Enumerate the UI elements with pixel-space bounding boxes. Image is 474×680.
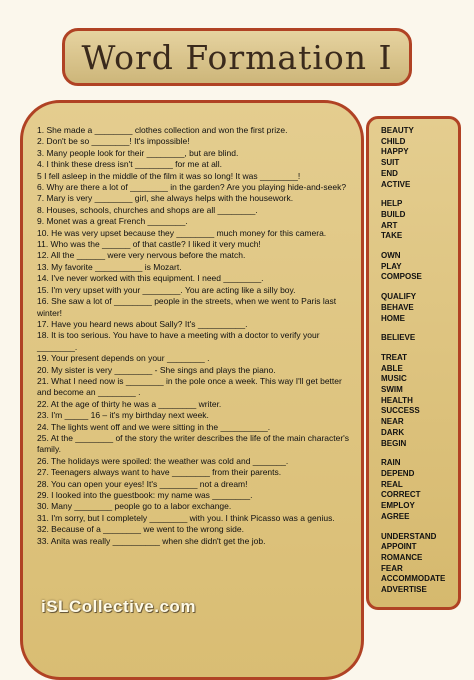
sentence-item: 21. What I need now is ________ in the pole once a week. This way I'll get better and become an ________ .	[37, 375, 345, 398]
word-group	[381, 532, 458, 596]
word-bank-item: SWIM	[381, 385, 403, 395]
word-group	[381, 458, 458, 522]
word-bank-item: BEAUTY	[381, 126, 414, 135]
word-bank-item: ACTIVE	[381, 179, 411, 189]
sentence-item: 7. Mary is very ________ girl, she always helps with the housework.	[37, 193, 294, 204]
word-group	[381, 251, 458, 283]
word-bank-item: EMPLOY	[381, 501, 415, 511]
exercise-panel	[20, 100, 364, 680]
sentence-item: 10. He was very upset because they ________ much money for this camera.	[37, 227, 327, 238]
word-bank-item: HOME	[381, 313, 405, 323]
word-bank-item: END	[381, 168, 398, 178]
sentence-item: 5 I fell asleep in the middle of the film it was so long! It was ________!	[37, 170, 301, 181]
sentence-list	[37, 125, 357, 547]
word-bank-item: SUIT	[381, 158, 400, 168]
word-bank-item: HELP	[381, 199, 403, 209]
sentence-item: 9. Monet was a great French ________.	[37, 216, 188, 227]
word-bank-item: CHILD	[381, 136, 406, 146]
word-bank-item: ROMANCE	[381, 552, 423, 562]
word-bank-item: ADVERTISE	[381, 585, 427, 595]
sentence-item: 30. Many ________ people go to a labor exchange.	[37, 501, 232, 512]
word-bank-item: TAKE	[381, 231, 403, 241]
title-banner	[62, 28, 412, 86]
word-bank-item: BELIEVE	[381, 333, 416, 343]
sentence-item: 2. Don't be so ________! It's impossible!	[37, 136, 190, 147]
word-bank-item: HEALTH	[381, 395, 413, 405]
word-group	[381, 199, 458, 242]
worksheet-title: Word Formation I	[81, 37, 393, 77]
sentence-item: 1. She made a ________ clothes collection and won the first prize.	[37, 125, 288, 135]
word-group	[381, 126, 458, 190]
sentence-item: 23. I'm _____ 16 – it's my birthday next week.	[37, 410, 209, 421]
word-bank-item: NEAR	[381, 417, 404, 427]
sentence-item: 29. I looked into the guestbook: my name was ________.	[37, 490, 253, 500]
word-bank-item: ABLE	[381, 363, 403, 373]
sentence-item: 3. Many people look for their ________, but are blind.	[37, 147, 239, 158]
word-group	[381, 353, 458, 449]
sentence-item: 12. All the ______ were very nervous before the match.	[37, 250, 246, 261]
sentence-item: 15. I'm very upset with your ________. You are acting like a silly boy.	[37, 284, 296, 295]
sentence-item: 33. Anita was really __________ when she didn't get the job.	[37, 535, 266, 546]
sentence-item: 32. Because of a ________ we went to the wrong side.	[37, 524, 244, 535]
word-bank-item: SUCCESS	[381, 406, 420, 416]
sentence-item: 27. Teenagers always want to have ________ from their parents.	[37, 467, 282, 478]
sentence-item: 24. The lights went off and we were sitting in the __________.	[37, 421, 271, 432]
word-bank-item: UNDERSTAND	[381, 531, 437, 541]
word-bank-item: CORRECT	[381, 490, 421, 500]
word-bank-item: DARK	[381, 427, 405, 437]
word-bank-item: AGREE	[381, 511, 410, 521]
sentence-item: 8. Houses, schools, churches and shops are all ________.	[37, 204, 258, 215]
sentence-item: 28. You can open your eyes! It's ________ not a dream!	[37, 478, 248, 489]
sentence-item: 17. Have you heard news about Sally? It's __________.	[37, 318, 248, 329]
word-bank-item: MUSIC	[381, 374, 407, 384]
word-bank-item: OWN	[381, 251, 401, 261]
word-group	[381, 292, 458, 324]
sentence-item: 16. She saw a lot of ________ people in the streets, when we went to Paris last winter!	[37, 296, 339, 318]
word-bank-item: QUALIFY	[381, 292, 417, 302]
word-bank-item: REAL	[381, 479, 403, 489]
sentence-item: 18. It is too serious. You have to have a meeting with a doctor to verify your ________.	[37, 330, 322, 352]
sentence-item: 25. At the ________ of the story the writer describes the life of the main character's family.	[37, 432, 352, 455]
word-bank	[366, 116, 461, 610]
watermark: iSLCollective.com	[41, 597, 196, 616]
sentence-item: 20. My sister is very ________ - She sings and plays the piano.	[37, 364, 276, 375]
sentence-item: 26. The holidays were spoiled: the weather was cold and _______.	[37, 455, 289, 466]
word-bank-item: PLAY	[381, 261, 402, 271]
sentence-item: 22. At the age of thirty he was a ________ writer.	[37, 398, 222, 409]
sentence-item: 19. Your present depends on your ________ .	[37, 353, 210, 364]
word-bank-item: COMPOSE	[381, 272, 422, 282]
sentence-item: 14. I've never worked with this equipment. I need ________.	[37, 273, 264, 284]
word-bank-item: FEAR	[381, 563, 403, 573]
word-bank-item: ACCOMMODATE	[381, 574, 446, 584]
word-bank-item: RAIN	[381, 458, 401, 468]
word-bank-item: BEGIN	[381, 438, 407, 448]
sentence-item: 4. I think these dress isn't ________ for me at all.	[37, 159, 222, 170]
word-bank-item: DEPEND	[381, 468, 415, 478]
word-bank-item: BUILD	[381, 209, 406, 219]
sentence-item: 6. Why are there a lot of ________ in the garden? Are you playing hide-and-seek?	[37, 182, 347, 193]
word-bank-item: TREAT	[381, 352, 408, 362]
sentence-item: 11. Who was the ______ of that castle? I liked it very much!	[37, 239, 261, 250]
word-bank-item: BEHAVE	[381, 302, 414, 312]
sentence-item: 31. I'm sorry, but I completely ________ with you. I think Picasso was a genius.	[37, 512, 335, 523]
word-bank-item: APPOINT	[381, 542, 417, 552]
word-group	[381, 333, 458, 344]
word-bank-item: HAPPY	[381, 147, 409, 157]
word-bank-item: ART	[381, 220, 398, 230]
sentence-item: 13. My favorite __________ is Mozart.	[37, 261, 182, 272]
